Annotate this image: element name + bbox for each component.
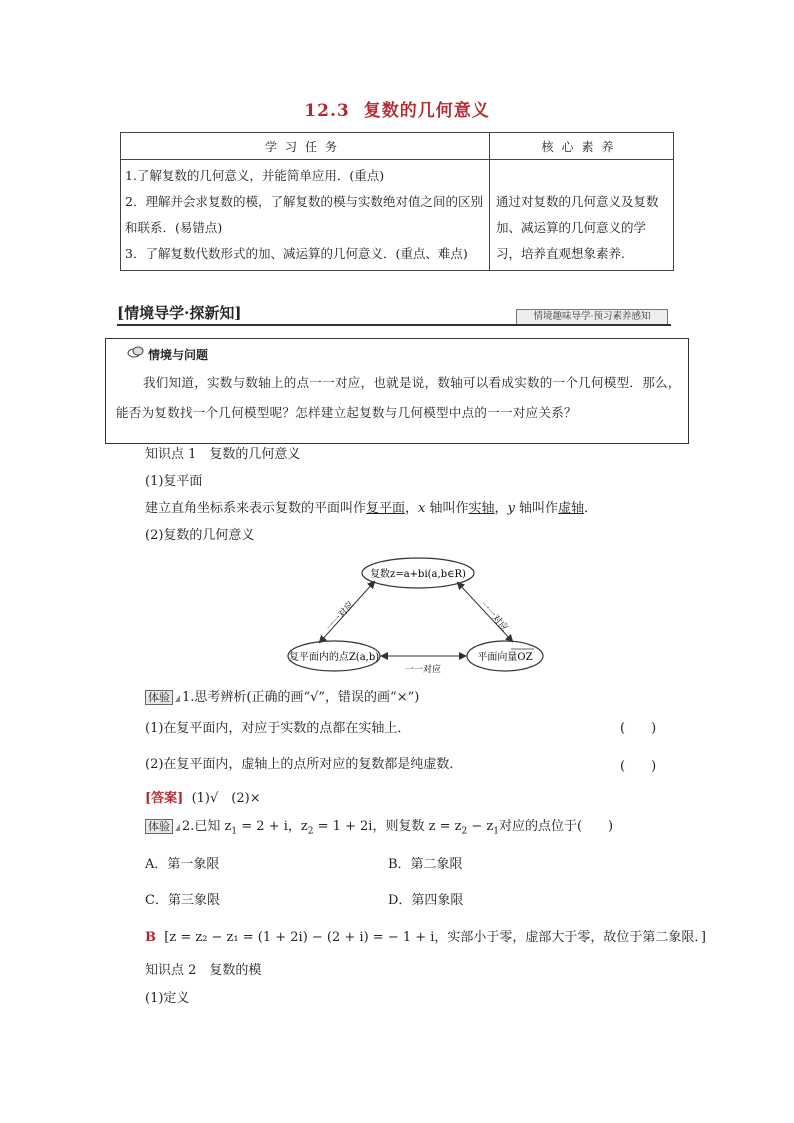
edge-label-bottom: 一一对应	[404, 665, 442, 675]
exercise-1-item-1: (1)在复平面内，对应于实数的点都在实轴上．	[145, 721, 411, 736]
task-item: 2．理解并会求复数的模，了解复数的模与实数绝对值之间的区别和联系．(易错点)	[125, 194, 483, 235]
scenario-text: 我们知道，实数与数轴上的点一一对应，也就是说，数轴可以看成实数的一个几何模型．那么，能否为复数找一个几何模型呢？怎样建立起复数与几何模型中点的一一对应关系？	[116, 375, 681, 420]
subheading-complex-plane: (1)复平面	[145, 474, 203, 489]
tasks-cell	[121, 160, 490, 271]
section-title-text: 复数的几何意义	[363, 101, 490, 121]
page-title	[0, 96, 794, 121]
correspondence-diagram	[280, 552, 550, 682]
answer-letter: B	[145, 930, 156, 945]
exercise-tag: 体验	[145, 819, 173, 834]
subheading-definition: (1)定义	[145, 991, 190, 1006]
objectives-table	[120, 132, 674, 271]
task-item: 1.了解复数的几何意义，并能简单应用．(重点)	[125, 168, 385, 183]
node-complex-number-label: 复数z=a+bi(a,b∈R)	[370, 569, 466, 580]
exercise-1-item-2: (2)在复平面内，虚轴上的点所对应的复数都是纯虚数．	[145, 757, 463, 772]
table-head-literacy: 核心素养	[490, 133, 674, 160]
section-number: 12.3	[304, 101, 350, 121]
exercise-tag: 体验	[145, 690, 173, 705]
task-item: 3．了解复数代数形式的加、减运算的几何意义．(重点、难点)	[125, 246, 468, 261]
literacy-cell: 通过对复数的几何意义及复数加、减运算的几何意义的学习，培养直观想象素养.	[490, 160, 674, 271]
exercise-1-question: 体验 1.思考辨析(正确的画“√”，错误的画“×”)	[145, 689, 419, 707]
node-point-label: 复平面内的点Z(a,b)	[288, 652, 380, 663]
exercise-2-answer: B [z = z₂ − z₁ = (1 + 2i) − (2 + i) = − 1 + i，实部小于零，虚部大于零，故位于第二象限．]	[145, 930, 707, 945]
exercise-1-answer: [答案] (1)√ (2)×	[145, 791, 261, 806]
option-c: C．第三象限	[145, 893, 220, 908]
section-heading: [情境导学·探新知]	[117, 304, 242, 322]
term-imaginary-axis: 虚轴	[558, 501, 585, 516]
term-real-axis: 实轴	[468, 501, 495, 516]
option-a: A．第一象限	[145, 857, 220, 872]
edge-label-right: 一一对应	[477, 599, 510, 634]
subheading-geometric-meaning: (2)复数的几何意义	[145, 528, 255, 543]
scenario-heading: 情境与问题	[148, 348, 209, 362]
exercise-2-question: 体验 2.已知 $z_1 = 2 + i$，$z_2 = 1 + 2i$，则复数 $z = z_2 - z_1$对应的点位于( )	[145, 818, 613, 841]
answer-blank-1: ( )	[620, 721, 657, 736]
node-vector-label: 平面向量OZ	[477, 652, 533, 663]
answer-label: [答案]	[145, 791, 184, 806]
table-head-tasks: 学习任务	[121, 133, 490, 160]
tag-corner-icon	[175, 695, 180, 702]
complex-plane-definition: 建立直角坐标系来表示复数的平面叫作复平面，x 轴叫作实轴，y 轴叫作虚轴．	[145, 501, 598, 516]
edge-label-left: 一一对应	[324, 599, 357, 634]
section-tag: 情境趣味导学·预习素养感知	[516, 309, 668, 325]
tag-corner-icon	[175, 824, 180, 831]
section-divider	[117, 324, 671, 326]
term-complex-plane: 复平面	[366, 501, 406, 516]
cloud-icon	[127, 346, 145, 358]
answer-blank-2: ( )	[620, 759, 657, 774]
option-b: B．第二象限	[388, 857, 463, 872]
option-d: D．第四象限	[388, 893, 464, 908]
knowledge-point-1-title: 知识点 1 复数的几何意义	[145, 447, 301, 462]
knowledge-point-2-title: 知识点 2 复数的模	[145, 963, 262, 978]
